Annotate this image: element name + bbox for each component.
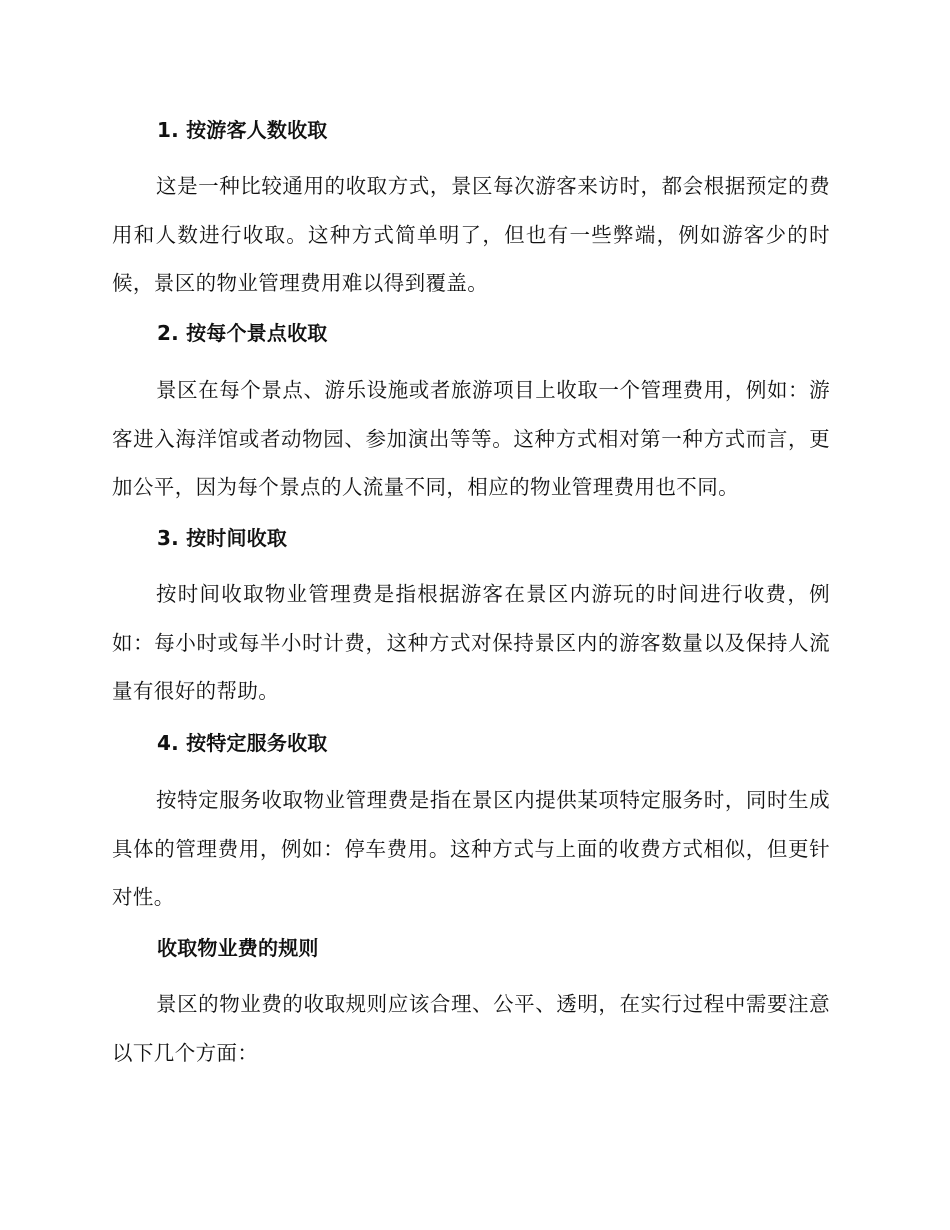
section-paragraph: 按特定服务收取物业管理费是指在景区内提供某项特定服务时，同时生成具体的管理费用，例如：停车费用。这种方式与上面的收费方式相似，但更针对性。 <box>112 788 830 909</box>
section-paragraph: 景区在每个景点、游乐设施或者旅游项目上收取一个管理费用，例如：游客进入海洋馆或者动物园、参加演出等等。这种方式相对第一种方式而言，更加公平，因为每个景点的人流量不同，相应的物业管理费用也不同。 <box>112 378 830 499</box>
section-heading: 1. 按游客人数收取 <box>157 118 328 142</box>
section-heading: 2. 按每个景点收取 <box>157 321 328 345</box>
section-paragraph: 这是一种比较通用的收取方式，景区每次游客来访时，都会根据预定的费用和人数进行收取。这种方式简单明了，但也有一些弊端，例如游客少的时候，景区的物业管理费用难以得到覆盖。 <box>112 174 830 295</box>
section-heading: 4. 按特定服务收取 <box>157 731 328 755</box>
section-heading: 3. 按时间收取 <box>157 526 288 550</box>
section-paragraph: 景区的物业费的收取规则应该合理、公平、透明，在实行过程中需要注意以下几个方面： <box>112 992 830 1065</box>
section-heading: 收取物业费的规则 <box>157 936 319 960</box>
section-paragraph: 按时间收取物业管理费是指根据游客在景区内游玩的时间进行收费，例如：每小时或每半小时计费，这种方式对保持景区内的游客数量以及保持人流量有很好的帮助。 <box>112 582 830 703</box>
